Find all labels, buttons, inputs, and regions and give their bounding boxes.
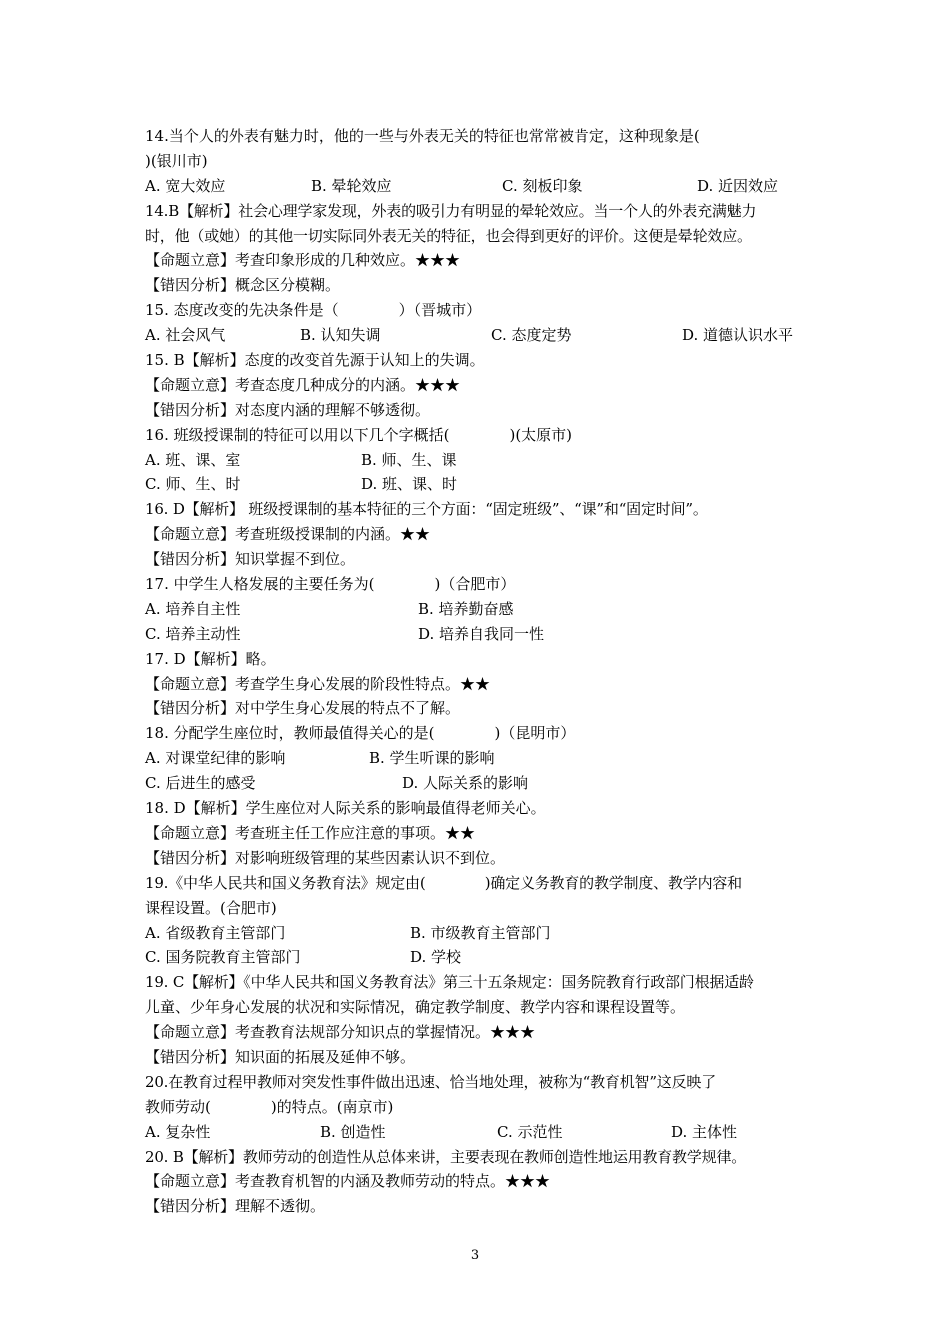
option-b: B. 晕轮效应 [311, 176, 392, 195]
error-analysis-14: 【错因分析】概念区分模糊。 [145, 276, 341, 295]
answer-17: 17. D【解析】略。 [145, 649, 276, 668]
option-d: D. 道德认识水平 [682, 326, 794, 345]
error-analysis-18: 【错因分析】对影响班级管理的某些因素认识不到位。 [145, 848, 506, 867]
intent-18: 【命题立意】考查班主任工作应注意的事项。★★ [145, 823, 476, 842]
option-b: B. 创造性 [320, 1122, 386, 1141]
question-19-options-row-2 [145, 945, 817, 970]
option-d: D. 人际关系的影响 [402, 774, 529, 793]
answer-18: 18. D【解析】学生座位对人际关系的影响最值得老师关心。 [145, 799, 546, 818]
option-a: A. 社会风气 [145, 326, 226, 345]
option-b: B. 学生听课的影响 [369, 749, 495, 768]
answer-20: 20. B【解析】教师劳动的创造性从总体来讲，主要表现在教师创造性地运用教育教学规律。 [145, 1147, 747, 1166]
intent-14: 【命题立意】考查印象形成的几种效应。★★★ [145, 251, 461, 270]
answer-19-line-2: 儿童、少年身心发展的状况和实际情况，确定教学制度、教学内容和课程设置等。 [145, 998, 686, 1017]
question-14-line-2: )(银川市) [145, 151, 208, 170]
option-a: A. 班、课、室 [145, 450, 241, 469]
question-18: 18. 分配学生座位时，教师最值得关心的是( )（昆明市） [145, 724, 576, 743]
question-19-line-1: 19.《中华人民共和国义务教育法》规定由( )确定义务教育的教学制度、教学内容和 [145, 873, 742, 892]
question-19-line-2: 课程设置。(合肥市) [145, 898, 277, 917]
intent-17: 【命题立意】考查学生身心发展的阶段性特点。★★ [145, 674, 491, 693]
error-analysis-20: 【错因分析】理解不透彻。 [145, 1197, 326, 1216]
error-analysis-19: 【错因分析】知识面的拓展及延伸不够。 [145, 1047, 416, 1066]
option-a: A. 对课堂纪律的影响 [145, 749, 286, 768]
error-analysis-16: 【错因分析】知识掌握不到位。 [145, 550, 356, 569]
question-15: 15. 态度改变的先决条件是（ ）（晋城市） [145, 301, 482, 320]
intent-15: 【命题立意】考查态度几种成分的内涵。★★★ [145, 375, 461, 394]
option-a: A. 复杂性 [145, 1122, 211, 1141]
page-number: 3 [470, 1248, 480, 1263]
question-15-options [145, 323, 817, 348]
option-b: B. 培养勤奋感 [418, 599, 514, 618]
option-b: B. 师、生、课 [361, 450, 457, 469]
option-b: B. 市级教育主管部门 [410, 923, 551, 942]
question-20-line-2: 教师劳动( )的特点。(南京市) [145, 1097, 394, 1116]
question-16-options-row-1 [145, 448, 817, 473]
question-17-options-row-2 [145, 622, 817, 647]
option-d: D. 培养自我同一性 [418, 624, 545, 643]
question-14-line-1: 14.当个人的外表有魅力时，他的一些与外表无关的特征也常常被肯定，这种现象是( [145, 127, 700, 145]
option-c: C. 后进生的感受 [145, 774, 256, 793]
option-a: A. 宽大效应 [145, 176, 226, 195]
intent-20: 【命题立意】考查教育机智的内涵及教师劳动的特点。★★★ [145, 1172, 551, 1191]
answer-19-line-1: 19. C【解析】《中华人民共和国义务教育法》第三十五条规定：国务院教育行政部门根据适龄 [145, 973, 754, 992]
option-a: A. 省级教育主管部门 [145, 923, 286, 942]
option-c: C. 国务院教育主管部门 [145, 948, 301, 967]
error-analysis-17: 【错因分析】对中学生身心发展的特点不了解。 [145, 699, 461, 718]
question-17: 17. 中学生人格发展的主要任务为( )（合肥市） [145, 575, 516, 594]
question-20-options [145, 1120, 817, 1145]
option-c: C. 示范性 [497, 1122, 563, 1141]
question-18-options-row-2 [145, 771, 817, 796]
option-d: D. 班、课、时 [361, 475, 458, 494]
option-a: A. 培养自主性 [145, 599, 241, 618]
answer-16: 16. D【解析】 班级授课制的基本特征的三个方面：“固定班级”、“课”和“固定时间”。 [145, 500, 708, 519]
option-d: D. 学校 [410, 948, 462, 967]
option-c: C. 态度定势 [491, 326, 572, 345]
question-19-options-row-1 [145, 921, 817, 946]
option-d: D. 近因效应 [697, 176, 779, 195]
option-b: B. 认知失调 [300, 326, 381, 345]
option-c: C. 刻板印象 [502, 176, 583, 195]
answer-14-line-1: 14.B【解析】社会心理学家发现，外表的吸引力有明显的晕轮效应。当一个人的外表充满魅力 [145, 201, 757, 220]
exam-content [145, 124, 817, 1219]
question-16-options-row-2 [145, 472, 817, 497]
question-18-options-row-1 [145, 746, 817, 771]
question-16: 16. 班级授课制的特征可以用以下几个字概括( )(太原市) [145, 425, 573, 444]
intent-16: 【命题立意】考查班级授课制的内涵。★★ [145, 525, 431, 544]
answer-14-line-2: 时，他（或她）的其他一切实际同外表无关的特征，也会得到更好的评价。这便是晕轮效应。 [145, 226, 752, 245]
option-c: C. 师、生、时 [145, 475, 241, 494]
question-17-options-row-1 [145, 597, 817, 622]
intent-19: 【命题立意】考查教育法规部分知识点的掌握情况。★★★ [145, 1023, 536, 1042]
question-14-options [145, 174, 817, 199]
answer-15: 15. B【解析】态度的改变首先源于认知上的失调。 [145, 351, 485, 370]
option-c: C. 培养主动性 [145, 624, 241, 643]
question-20-line-1: 20.在教育过程甲教师对突发性事件做出迅速、恰当地处理，被称为“教育机智”这反映了 [145, 1072, 716, 1091]
error-analysis-15: 【错因分析】对态度内涵的理解不够透彻。 [145, 400, 431, 419]
option-d: D. 主体性 [671, 1122, 738, 1141]
